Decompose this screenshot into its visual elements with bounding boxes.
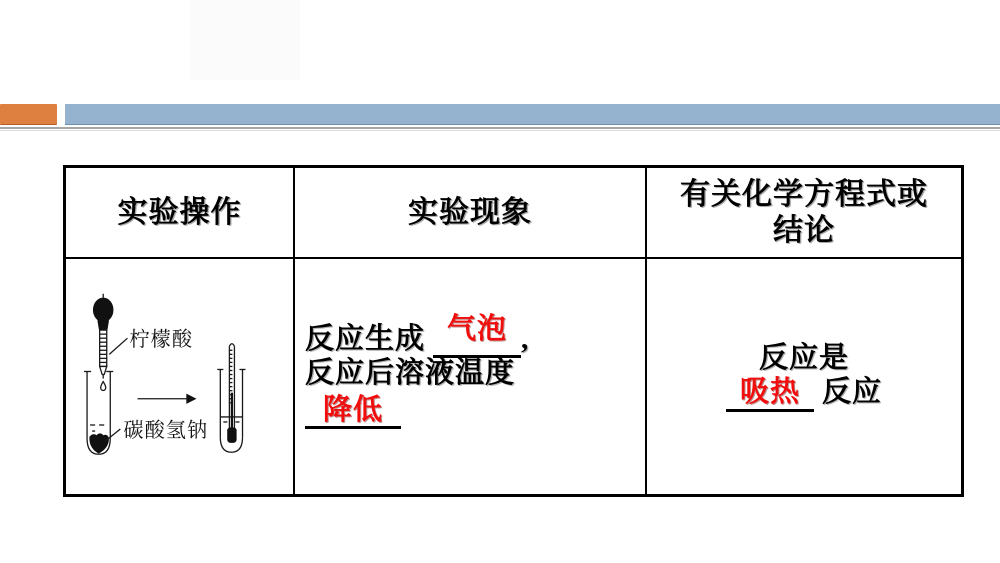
phenomenon-line1-prefix: 反应生成 [305, 323, 426, 355]
conclusion-line-1: 反应是 [758, 342, 849, 374]
conclusion-line-2 [726, 375, 882, 412]
answer-xire: 吸热 [739, 376, 800, 408]
divider-line [0, 127, 1000, 129]
conclusion-after-blank: 反应 [821, 376, 882, 408]
header-operation [66, 168, 295, 259]
orange-accent-block [0, 104, 57, 125]
header-operation-label: 实验操作 [117, 195, 242, 229]
leader-line-citric-acid [109, 338, 127, 354]
answer-jiangdi: 降低 [322, 394, 383, 426]
blank-gas-answer [433, 313, 521, 358]
cell-phenomenon [295, 259, 647, 494]
divider-line-light [0, 130, 1000, 131]
phenomenon-line1-comma: , [521, 323, 530, 355]
phenomenon-line-2: 反应后溶液温度 [305, 357, 516, 389]
cell-conclusion [647, 259, 961, 494]
leader-line-bicarbonate [105, 429, 120, 441]
reaction-arrow-icon [138, 395, 196, 403]
experiment-table [63, 165, 964, 497]
blank-heat-answer [726, 375, 814, 412]
header-conclusion [647, 168, 961, 259]
test-tube-icon [84, 371, 113, 454]
blank-temperature-answer [305, 395, 401, 429]
header-conclusion-label: 有关化学方程式或 结论 [680, 177, 928, 247]
header-phenomenon-label: 实验现象 [408, 195, 532, 229]
label-sodium-bicarbonate: 碳酸氢钠 [123, 420, 209, 443]
experiment-diagram [82, 263, 294, 481]
header-phenomenon [295, 168, 647, 259]
thermometer-test-tube-icon [217, 344, 245, 453]
blue-accent-bar [65, 104, 1000, 125]
label-citric-acid: 柠檬酸 [129, 329, 194, 352]
phenomenon-line-1 [305, 313, 645, 358]
answer-qipao: 气泡 [447, 313, 508, 345]
top-gradient-band [190, 0, 300, 80]
phenomenon-line-3 [305, 395, 645, 429]
cell-operation [66, 259, 295, 494]
